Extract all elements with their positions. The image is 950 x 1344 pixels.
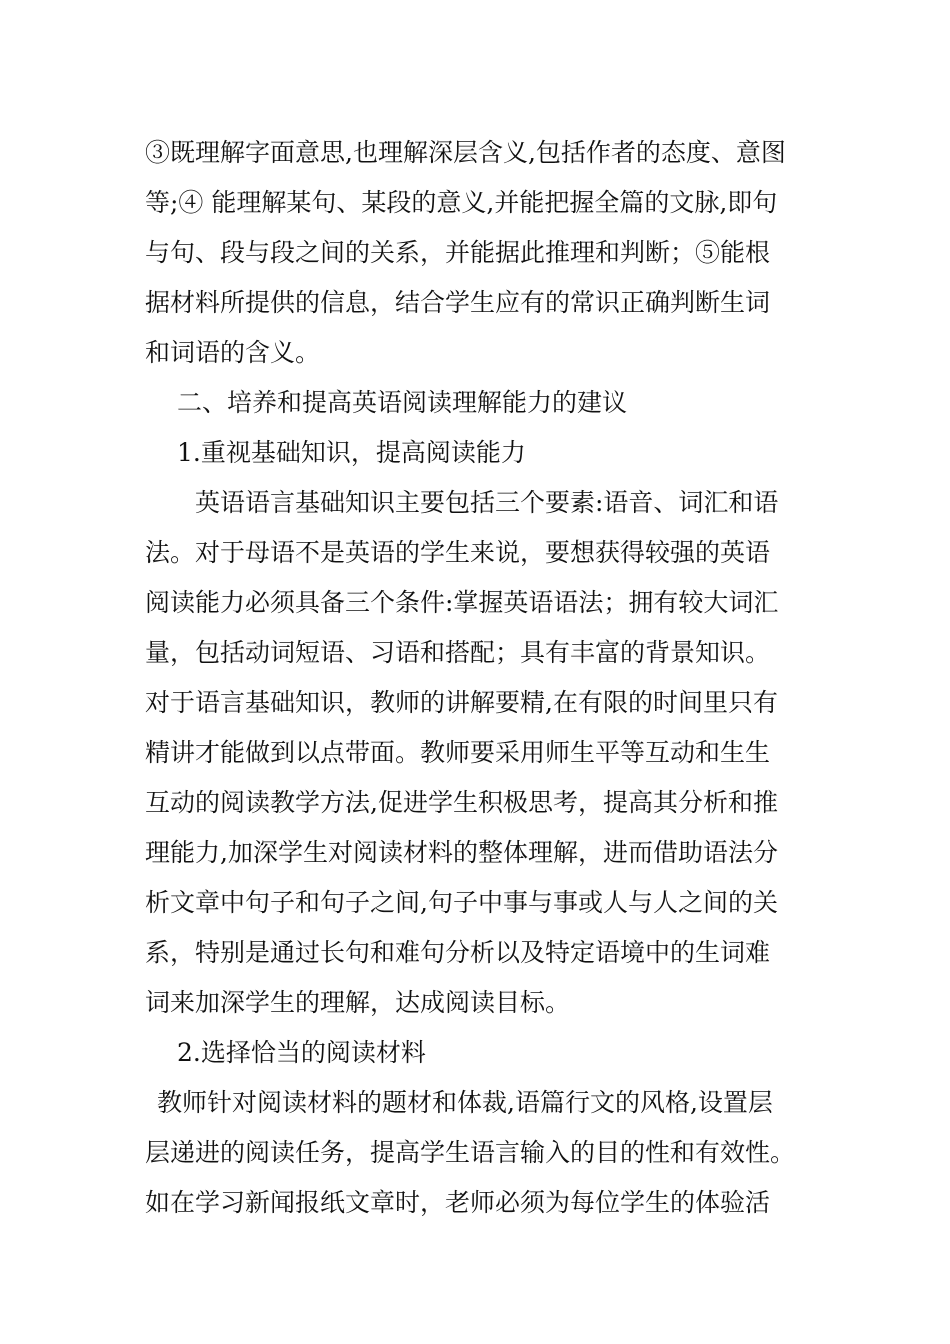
body-text-line: 对于语言基础知识，教师的讲解要精,在有限的时间里只有 [145,688,778,717]
subsection-heading: 1.重视基础知识，提高阅读能力 [177,438,526,467]
body-text-line: 如在学习新闻报纸文章时，老师必须为每位学生的体验活 [145,1188,771,1217]
body-text-line: ③既理解字面意思,也理解深层含义,包括作者的态度、意图 [145,138,786,167]
body-text-line: 理能力,加深学生对阅读材料的整体理解，进而借助语法分 [145,838,778,867]
body-text-line: 据材料所提供的信息，结合学生应有的常识正确判断生词 [145,288,771,317]
body-text-line: 教师针对阅读材料的题材和体裁,语篇行文的风格,设置层 [157,1088,773,1117]
subsection-heading: 2.选择恰当的阅读材料 [177,1038,426,1067]
body-text-line: 层递进的阅读任务，提高学生语言输入的目的性和有效性。 [145,1138,796,1167]
body-text-line: 阅读能力必须具备三个条件:掌握英语语法；拥有较大词汇 [145,588,779,617]
body-text-line: 互动的阅读教学方法,促进学生积极思考，提高其分析和推 [145,788,778,817]
body-text-line: 量，包括动词短语、习语和搭配；具有丰富的背景知识。 [145,638,771,667]
body-text-line: 精讲才能做到以点带面。教师要采用师生平等互动和生生 [145,738,771,767]
document-body [145,128,805,1228]
section-heading: 二、培养和提高英语阅读理解能力的建议 [177,388,628,417]
body-text-line: 词来加深学生的理解，达成阅读目标。 [145,988,571,1017]
body-text-line: 系，特别是通过长句和难句分析以及特定语境中的生词难 [145,938,771,967]
body-text-line: 法。对于母语不是英语的学生来说，要想获得较强的英语 [145,538,771,567]
body-text-line: 和词语的含义。 [145,338,321,367]
body-text-line: 英语语言基础知识主要包括三个要素:语音、词汇和语 [195,488,779,517]
body-text-line: 析文章中句子和句子之间,句子中事与事或人与人之间的关 [145,888,778,917]
body-text-line: 与句、段与段之间的关系，并能据此推理和判断；⑤能根 [145,238,771,267]
body-text-line: 等;④ 能理解某句、某段的意义,并能把握全篇的文脉,即句 [145,188,778,217]
